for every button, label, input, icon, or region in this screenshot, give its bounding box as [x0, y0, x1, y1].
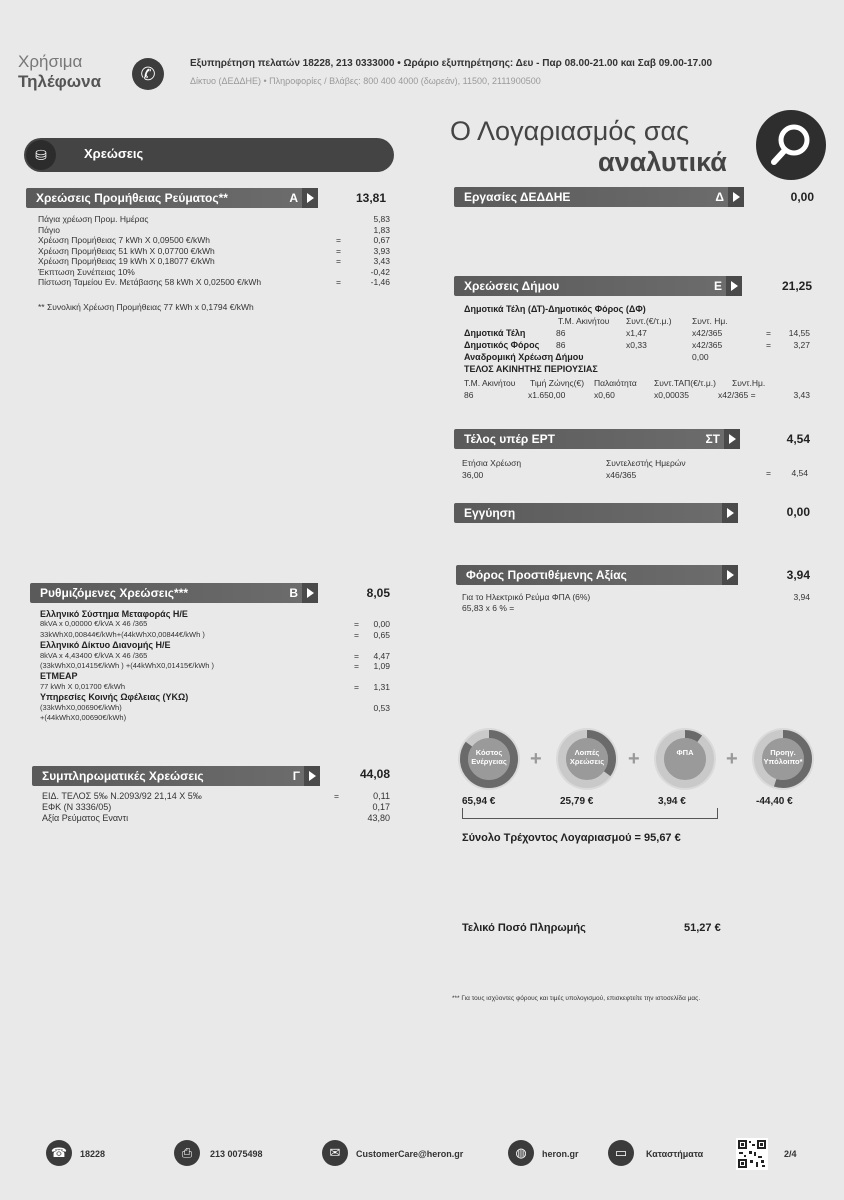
section-a-total: 13,81	[355, 191, 386, 205]
municipal-tax-sqm: 86	[556, 340, 566, 350]
section-st-bar	[454, 429, 740, 449]
section-e-title: Δημοτικά Τέλη (ΔΤ)-Δημοτικός Φόρος (ΔΦ)	[464, 304, 646, 314]
tap-col-days: Συντ.Ημ.	[732, 378, 766, 388]
charge-line-eq: =	[336, 245, 341, 256]
summary-circle-label: Κόστος Ενέργειας	[471, 748, 507, 766]
municipal-tax-days: x42/365	[692, 340, 723, 350]
regulated-line-value: 0,53	[373, 702, 390, 713]
summary-circle-label: Προηγ. Υπόλοιπο*	[763, 748, 803, 766]
section-b-letter: Β	[289, 586, 298, 600]
section-st-label: Τέλος υπέρ ΕΡΤ	[464, 432, 555, 446]
charge-line: Χρέωση Προμήθειας 51 kWh X 0,07700 €/kWh	[38, 245, 215, 256]
regulated-line-value: 1,31	[373, 681, 390, 692]
charge-line: Χρέωση Προμήθειας 19 kWh X 0,18077 €/kWh	[38, 256, 215, 266]
section-z-bar	[454, 503, 738, 523]
tap-val-sqm: 86	[464, 390, 474, 400]
section-c-letter: Γ	[292, 769, 300, 783]
summary-circle	[752, 728, 814, 790]
footer-web[interactable]: heron.gr	[542, 1149, 579, 1159]
charges-header-bar	[24, 138, 394, 172]
charge-line-value: 3,43	[373, 256, 390, 266]
vat-value: 3,94	[793, 592, 810, 602]
charge-line-value: 1,83	[373, 224, 390, 235]
charge-line-value: 0,67	[373, 235, 390, 245]
footer-page-number: 2/4	[784, 1149, 797, 1159]
section-a-letter: Α	[289, 191, 298, 205]
regulated-line-eq: =	[354, 629, 359, 640]
section-c-total: 44,08	[359, 767, 390, 781]
summary-ring	[654, 728, 716, 790]
charges-header-label: Χρεώσεις	[84, 146, 144, 161]
footer-phone: 18228	[80, 1149, 106, 1159]
chevron-right-icon	[722, 503, 738, 523]
regulated-line-value: 0,00	[373, 619, 390, 630]
final-amount-label: Τελικό Ποσό Πληρωμής	[462, 922, 586, 934]
regulated-line: 8kVA x 4,43400 €/kVA X 46 /365	[40, 650, 148, 660]
section-e-bar	[454, 276, 742, 296]
footer-stores[interactable]: Καταστήματα	[646, 1149, 704, 1159]
regulated-group-title: Υπηρεσίες Κοινής Ωφέλειας (ΥΚΩ)	[40, 692, 189, 703]
summary-circle-label: Λοιπές Χρεώσεις	[569, 748, 605, 766]
ert-value: 4,54	[791, 468, 808, 478]
footer-email[interactable]: CustomerCare@heron.gr	[356, 1149, 464, 1159]
final-amount-value: 51,27 €	[684, 922, 721, 934]
tap-col-coef: Συντ.ΤΑΠ(€/τ.μ.)	[654, 378, 716, 388]
regulated-group-title: Ελληνικό Σύστημα Μεταφοράς Η/Ε	[40, 609, 188, 619]
vat-line: Για το Ηλεκτρικό Ρεύμα ΦΠΑ (6%)	[462, 592, 591, 602]
coins-icon: ⛁	[26, 140, 56, 170]
supplementary-line: ΕΦΚ (Ν 3336/05)	[42, 802, 112, 812]
page-title-line2: αναλυτικά	[598, 147, 727, 177]
store-icon: ▭	[608, 1140, 634, 1166]
section-d-bar	[454, 187, 744, 207]
supplementary-line-value: 0,11	[373, 791, 390, 801]
section-e-total: 21,25	[781, 279, 812, 293]
ert-val-days: x46/365	[606, 470, 637, 480]
municipal-fees-label: Δημοτικά Τέλη	[464, 328, 526, 338]
charge-line-eq: =	[336, 256, 341, 266]
footer-fax: 213 0075498	[210, 1149, 263, 1159]
regulated-line: (33kWhX0,00690€/kWh)	[40, 702, 122, 712]
supplementary-line-value: 0,17	[372, 802, 390, 812]
regulated-line: 8kVA x 0,00000 €/kVA X 46 /365	[40, 619, 148, 629]
municipal-fees-coef: x1,47	[626, 328, 647, 338]
useful-phones-title	[18, 52, 128, 92]
tap-col-age: Παλαιότητα	[594, 378, 637, 388]
section-e-label: Χρεώσεις Δήμου	[464, 279, 560, 293]
summary-bracket	[462, 808, 718, 819]
supplementary-line-eq: =	[334, 791, 339, 801]
section-b-bar	[30, 583, 318, 603]
summary-amount: 3,94 €	[658, 796, 686, 807]
globe-icon: ◍	[508, 1140, 534, 1166]
summary-circle	[654, 728, 716, 790]
summary-circle	[556, 728, 618, 790]
regulated-line-eq: =	[354, 681, 359, 692]
ert-val-annual: 36,00	[462, 470, 484, 480]
municipal-fees-eq: =	[766, 328, 771, 338]
summary-amount: 25,79 €	[560, 796, 594, 807]
chevron-right-icon	[722, 565, 738, 585]
section-vat-total: 3,94	[786, 568, 810, 582]
supplementary-line: ΕΙΔ. ΤΕΛΟΣ 5‰ Ν.2093/92 21,14 X 5‰	[42, 791, 202, 801]
regulated-line-value: 0,65	[373, 629, 390, 640]
section-st-total: 4,54	[786, 432, 810, 446]
regulated-line-value: 1,09	[373, 661, 390, 671]
chevron-right-icon	[304, 766, 320, 786]
magnifier-icon	[756, 110, 826, 180]
mail-icon: ✉	[322, 1140, 348, 1166]
regulated-line-value: 4,47	[373, 650, 390, 661]
charge-line-eq: =	[336, 277, 341, 287]
plus-icon: +	[530, 748, 542, 770]
section-c-bar	[32, 766, 320, 786]
section-d-label: Εργασίες ΔΕΔΔΗΕ	[464, 190, 571, 204]
charge-line-eq: =	[336, 235, 341, 245]
regulated-line-eq: =	[354, 661, 359, 671]
section-z-total: 0,00	[786, 505, 810, 519]
municipal-fees-value: 14,55	[788, 328, 810, 338]
section-vat-bar	[456, 565, 738, 585]
supplementary-line: Αξία Ρεύματος Εναντι	[42, 813, 129, 823]
retro-charge-value: 0,00	[692, 352, 709, 362]
regulated-group-title: Ελληνικό Δίκτυο Διανομής Η/Ε	[40, 640, 171, 651]
section-vat-label: Φόρος Προστιθέμενης Αξίας	[466, 568, 627, 582]
useful-title-line1: Χρήσιμα	[18, 52, 83, 71]
supplementary-line-value: 43,80	[367, 813, 390, 823]
section-a-bar	[26, 188, 318, 208]
municipal-tax-label: Δημοτικός Φόρος	[464, 340, 540, 350]
ert-col-days: Συντελεστής Ημερών	[606, 458, 686, 468]
municipal-fees-days: x42/365	[692, 328, 723, 338]
section-e-col-days: Συντ. Ημ.	[692, 316, 728, 326]
chevron-right-icon	[724, 429, 740, 449]
tap-val-coef: x0,00035	[654, 390, 689, 400]
section-st-letter: ΣΤ	[705, 432, 720, 446]
charge-line: Πάγια χρέωση Προμ. Ημέρας	[38, 214, 149, 224]
property-tax-title: ΤΕΛΟΣ ΑΚΙΝΗΤΗΣ ΠΕΡΙΟΥΣΙΑΣ	[464, 364, 598, 374]
regulated-line-eq: =	[354, 619, 359, 630]
summary-amount: -44,40 €	[756, 796, 793, 807]
charge-line: Έκπτωση Συνέπειας 10%	[38, 266, 135, 277]
header-line2: Δίκτυο (ΔΕΔΔΗΕ) • Πληροφορίες / Βλάβες: 800 400 4000 (δωρεάν), 11500, 2111900500	[190, 76, 541, 86]
summary-circle	[458, 728, 520, 790]
municipal-fees-sqm: 86	[556, 328, 566, 338]
retro-charge-label: Αναδρομική Χρέωση Δήμου	[464, 352, 584, 362]
summary-amount: 65,94 €	[462, 796, 496, 807]
tap-value: 3,43	[793, 390, 810, 400]
section-b-label: Ρυθμιζόμενες Χρεώσεις***	[40, 586, 189, 600]
chevron-right-icon	[302, 188, 318, 208]
section-a-label: Χρεώσεις Προμήθειας Ρεύματος**	[36, 191, 228, 205]
chevron-right-icon	[728, 187, 744, 207]
section-c-label: Συμπληρωματικές Χρεώσεις	[42, 769, 204, 783]
fax-icon: ⎙	[174, 1140, 200, 1166]
charge-line: Πίστωση Ταμείου Εν. Μετάβασης 58 kWh X 0,02500 €/kWh	[38, 277, 262, 287]
municipal-tax-eq: =	[766, 340, 771, 350]
phone-icon: ✆	[132, 58, 164, 90]
section-d-total: 0,00	[790, 190, 814, 204]
chevron-right-icon	[302, 583, 318, 603]
section-e-col-sqm: Τ.Μ. Ακινήτου	[558, 316, 610, 326]
plus-icon: +	[726, 748, 738, 770]
qr-code-icon	[736, 1138, 768, 1170]
charge-line: Χρέωση Προμήθειας 7 kWh X 0,09500 €/kWh	[38, 235, 211, 245]
regulated-line: 77 kWh X 0,01700 €/kWh	[40, 681, 126, 691]
regulated-line: 33kWhX0,00844€/kWh+(44kWhX0,00844€/kWh )	[40, 629, 205, 639]
charge-line-value: -1,46	[370, 277, 390, 287]
municipal-tax-value: 3,27	[793, 340, 810, 350]
chevron-right-icon	[726, 276, 742, 296]
regulated-line-eq: =	[354, 650, 359, 661]
phone-icon: ☎	[46, 1140, 72, 1166]
section-a-note: ** Συνολική Χρέωση Προμήθειας 77 kWh x 0,1794 €/kWh	[38, 302, 254, 312]
current-bill-total: Σύνολο Τρέχοντος Λογαριασμού = 95,67 €	[462, 832, 681, 844]
section-e-col-coef: Συντ.(€/τ.μ.)	[626, 316, 672, 326]
tap-col-sqm: Τ.Μ. Ακινήτου	[464, 378, 516, 388]
summary-circle-label: ΦΠΑ	[676, 748, 694, 757]
tap-val-zone: x1.650,00	[528, 390, 566, 400]
ert-col-annual: Ετήσια Χρέωση	[462, 458, 522, 468]
tap-val-age: x0,60	[594, 390, 615, 400]
tap-val-days: x42/365 =	[718, 390, 756, 400]
regulated-line: (33kWhX0,01415€/kWh ) +(44kWhX0,01415€/kWh )	[40, 661, 215, 670]
tap-col-zone: Τιμή Ζώνης(€)	[530, 378, 585, 388]
useful-title-line2: Τηλέφωνα	[18, 72, 102, 91]
regulated-line: +(44kWhX0,00690€/kWh)	[40, 713, 127, 722]
ert-eq: =	[766, 468, 771, 478]
charge-line-value: 3,93	[373, 245, 390, 256]
regulated-group-title: ΕΤΜΕΑΡ	[40, 671, 78, 682]
charge-line: Πάγιο	[38, 224, 60, 235]
header-line1: Εξυπηρέτηση πελατών 18228, 213 0333000 • Ωράριο εξυπηρέτησης: Δευ - Παρ 08.00-21.00 και Σαβ 09.00-17.00	[190, 58, 713, 69]
section-b-total: 8,05	[366, 586, 390, 600]
footnote: *** Για τους ισχύοντες φόρους και τιμές υπολογισμού, επισκεφτείτε την ιστοσελίδα μας.	[452, 995, 701, 1002]
plus-icon: +	[628, 748, 640, 770]
section-d-letter: Δ	[715, 190, 724, 204]
charge-line-value: 5,83	[373, 214, 390, 224]
municipal-tax-coef: x0,33	[626, 340, 647, 350]
summary-ring-track	[660, 734, 710, 784]
section-e-letter: Ε	[713, 279, 722, 293]
section-z-label: Εγγύηση	[464, 506, 516, 520]
page-title-line1: Ο Λογαριασμός σας	[450, 116, 690, 146]
vat-calc: 65,83 x 6 % =	[462, 603, 515, 613]
charge-line-value: -0,42	[370, 266, 390, 277]
